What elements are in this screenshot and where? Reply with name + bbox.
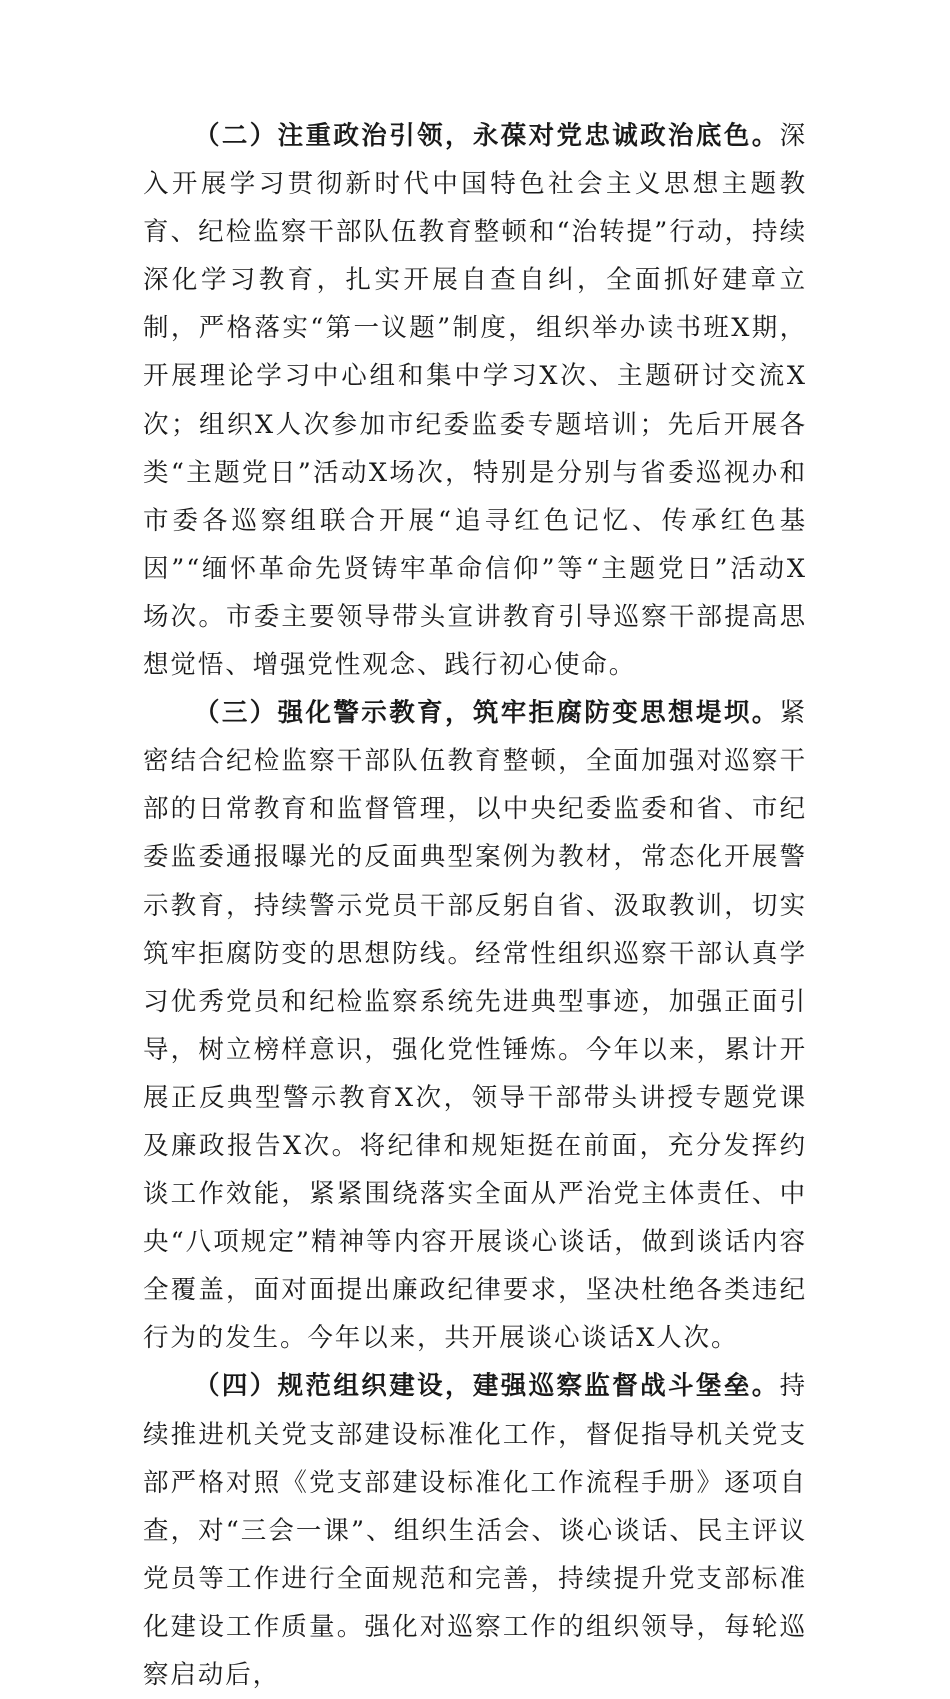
paragraph-heading: （四）规范组织建设，建强巡察监督战斗堡垒。 [194,1371,780,1402]
paragraph-heading: （三）强化警示教育，筑牢拒腐防变思想堤坝。 [194,698,780,729]
paragraph-text: 持续推进机关党支部建设标准化工作，督促指导机关党支部严格对照《党支部建设标准化工作流程手册》逐项自查，对“三会一课”、组织生活会、谈心谈话、民主评议党员等工作进行全面规范和完善，持续提升党支部标准化建设工作质量。强化对巡察工作的组织领导，每轮巡察启动后， [143,1371,807,1690]
paragraph-warning-education [143,689,807,1362]
paragraph-text: 紧密结合纪检监察干部队伍教育整顿，全面加强对巡察干部的日常教育和监督管理，以中央纪委监委和省、市纪委监委通报曝光的反面典型案例为教材，常态化开展警示教育，持续警示党员干部反躬自省、汲取教训，切实筑牢拒腐防变的思想防线。经常性组织巡察干部认真学习优秀党员和纪检监察系统先进典型事迹，加强正面引导，树立榜样意识，强化党性锤炼。今年以来，累计开展正反典型警示教育X次，领导干部带头讲授专题党课及廉政报告X次。将纪律和规矩挺在前面，充分发挥约谈工作效能，紧紧围绕落实全面从严治党主体责任、中央“八项规定”精神等内容开展谈心谈话，做到谈话内容全覆盖，面对面提出廉政纪律要求，坚决杜绝各类违纪行为的发生。今年以来，共开展谈心谈话X人次。 [143,698,807,1354]
paragraph-organization-building [143,1362,807,1699]
document-body [143,112,807,1699]
paragraph-political-guidance [143,112,807,689]
paragraph-text: 深入开展学习贯彻新时代中国特色社会主义思想主题教育、纪检监察干部队伍教育整顿和“治转提”行动，持续深化学习教育，扎实开展自查自纠，全面抓好建章立制，严格落实“第一议题”制度，组织举办读书班X期，开展理论学习中心组和集中学习X次、主题研讨交流X次；组织X人次参加市纪委监委专题培训；先后开展各类“主题党日”活动X场次，特别是分别与省委巡视办和市委各巡察组联合开展“追寻红色记忆、传承红色基因”“缅怀革命先贤铸牢革命信仰”等“主题党日”活动X场次。市委主要领导带头宣讲教育引导巡察干部提高思想觉悟、增强党性观念、践行初心使命。 [143,121,807,681]
paragraph-heading: （二）注重政治引领，永葆对党忠诚政治底色。 [194,121,780,151]
